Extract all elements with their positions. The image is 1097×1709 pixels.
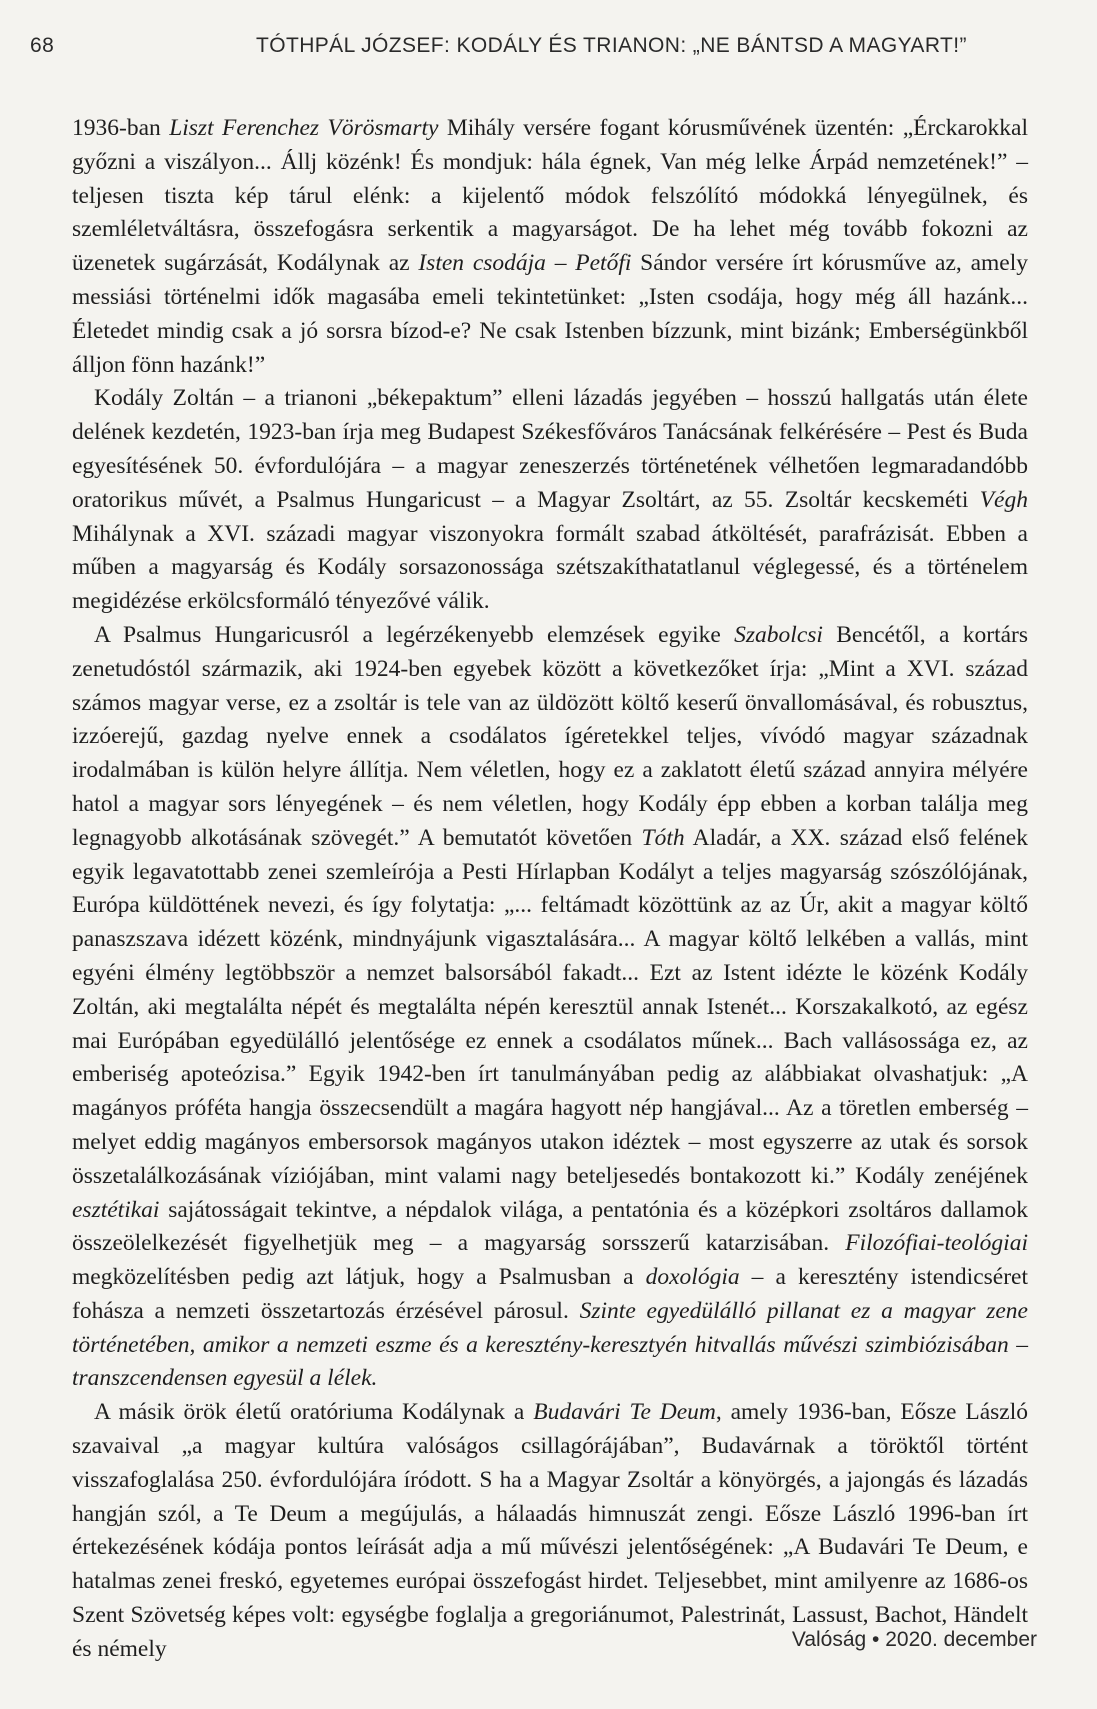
text-run: , amely 1936-ban, Eősze László szavaival „a magyar kultúra valóságos csillagórájában”, Budavárnak a töröktől történt visszafoglalása 250. évfordulójára íródott. S ha a Magyar Zsoltár a könyörgés, a jajongás és lázadás hangján szól, a Te Deum a megújulás, a hálaadás himnuszát zengi. Eősze László 1996-ban írt értekezésének kódája pontos leírását adja a mű művészi jelentőségének: „A Budavári Te Deum, e hatalmas zenei freskó, egyetemes európai összefogást hirdet. Teljesebbet, mint amilyenre az 1686-os Szent Szövetség képes volt: egységbe foglalja a gregoriánumot, Palestrinát, Lassust, Bachot, Händelt és némely <box>72 1399 1028 1662</box>
italic-text-run: doxológia <box>645 1264 740 1291</box>
header-title: TÓTHPÁL JÓZSEF: KODÁLY ÉS TRIANON: „NE BÁNTSD A MAGYART!” <box>256 34 967 57</box>
italic-text-run: Isten csodája – Petőfi <box>418 250 632 277</box>
article-body <box>72 112 1028 1667</box>
italic-text-run: Liszt Ferenchez Vörösmarty <box>169 115 439 141</box>
text-run: sajátosságait tekintve, a népdalok világa, a pentatónia és a középkori zsoltáros dallamok összeölelkezését figyelhetjük meg – a magyarság sorsszerű katarzisában. <box>72 1196 1028 1257</box>
paragraph <box>72 619 1028 1396</box>
text-run: Mihálynak a XVI. századi magyar viszonyokra formált szabad átköltését, parafrázisát. Ebben a műben a magyarság és Kodály sorsazonossága szétszakíthatatlanul véglegessé, és a történelem megidézése erkölcsformáló tényezővé válik. <box>72 520 1028 615</box>
italic-text-run: Végh <box>979 486 1028 513</box>
text-run: Aladár, a XX. század első felének egyik legavatottabb zenei szemleírója a Pesti Hírlapban Kodályt a teljes magyarság szószólójának, Európa küldöttének nevezi, és így folytatja: „... feltámadt közöttünk az az Úr, akit a magyar költő panaszszava idézett közénk, mindnyájunk vigasztalására... A magyar költő lelkében a vallás, mint egyéni élmény legtöbbször a nemzet balsorsából fakadt... Ezt az Istent idézte le közénk Kodály Zoltán, aki megtalálta népét és megtalálta népén keresztül annak Istenét... Korszakalkotó, az egész mai Európában egyedülálló jelentősége ez ennek a csodálatos műnek... Bach vallásossága ez, az emberiség apoteózisa.” Egyik 1942-ben írt tanulmányában pedig az alábbiakat olvashatjuk: „A magányos próféta hangja összecsendült a magára hagyott nép hangjával... Az a töretlen emberség – melyet eddig magányos embersorsok magányos utakon idéztek – most egyszerre az utak és sorsok összetalálkozásának víziójában, mint valami nagy beteljesedés bontakozott ki.” Kodály zenéjének <box>72 824 1028 1189</box>
italic-text-run: Filozófiai-teológiai <box>845 1230 1028 1257</box>
text-run: A Psalmus Hungaricusról a legérzékenyebb elemzések egyike <box>94 621 735 648</box>
italic-text-run: Szinte egyedülálló pillanat ez a magyar zene történetében, amikor a nemzeti eszme és a keresztény-keresztyén hitvallás művészi szimbiózisában – transzcendensen egyesül a lélek. <box>72 1297 1028 1392</box>
text-run: Mihály versére fogant kórusművének üzentén: „Érckarokkal győzni a viszályon... Állj közénk! És mondjuk: hála égnek, Van még lelke Árpád nemzetének!” – teljesen tiszta kép tárul elénk: a kijelentő módok felszólító módokká lényegülnek, és szemléletváltásra, összefogásra serkentik a magyarságot. De ha lehet még tovább fokozni az üzenetek sugárzását, Kodálynak az <box>72 115 1028 277</box>
text-run: Kodály Zoltán – a trianoni „békepaktum” elleni lázadás jegyében – hosszú hallgatás után élete delének kezdetén, 1923-ban írja meg Budapest Székesfőváros Tanácsának felkérésére – Pest és Buda egyesítésének 50. évfordulójára – a magyar zeneszerzés történetének vélhetően legmaradandóbb oratorikus művét, a Psalmus Hungaricust – a Magyar Zsoltárt, az 55. Zsoltár kecskeméti <box>72 385 1028 513</box>
text-run: A másik örök életű oratóriuma Kodálynak a <box>94 1399 534 1426</box>
text-run: 1936-ban <box>72 115 170 141</box>
text-run: megközelítésben pedig azt látjuk, hogy a Psalmusban a <box>72 1264 646 1291</box>
page-number: 68 <box>30 34 55 57</box>
text-run: Sándor versére írt kórusműve az, amely messiási történelmi idők magasába emeli tekintetünket: „Isten csodája, hogy még áll hazánk... Életedet mindig csak a jó sorsra bízod-e? Ne csak Istenben bízzunk, mint bizánk; Emberségünkből álljon fönn hazánk!” <box>72 250 1028 378</box>
italic-text-run: Tóth <box>641 824 685 851</box>
italic-text-run: Szabolcsi <box>734 621 823 648</box>
running-head <box>30 34 967 64</box>
italic-text-run: esztétikai <box>72 1196 160 1223</box>
footer-issue: Valóság • 2020. december <box>791 1628 1037 1651</box>
paragraph <box>72 1396 1028 1666</box>
text-run: – a keresztény istendicséret fohásza a nemzeti összetartozás érzésével párosul. <box>72 1264 1028 1324</box>
paragraph <box>72 112 1028 382</box>
italic-text-run: Budavári Te Deum <box>533 1399 716 1426</box>
text-run: Bencétől, a kortárs zenetudóstól származik, aki 1924-ben egyebek között a következőket írja: „Mint a XVI. század számos magyar verse, ez a zsoltár is tele van az üldözött költő keserű önvallomásával, és robusztus, izzóerejű, gazdag nyelve ennek a csodálatos ígéretekkel teljes, vívódó magyar századnak irodalmában is külön helyre állítja. Nem véletlen, hogy ez a zaklatott életű század annyira mélyére hatol a magyar sors lényegének – és nem véletlen, hogy Kodály épp ebben a korban találja meg legnagyobb alkotásának szövegét.” A bemutatót követően <box>72 621 1028 851</box>
paragraph <box>72 382 1028 619</box>
